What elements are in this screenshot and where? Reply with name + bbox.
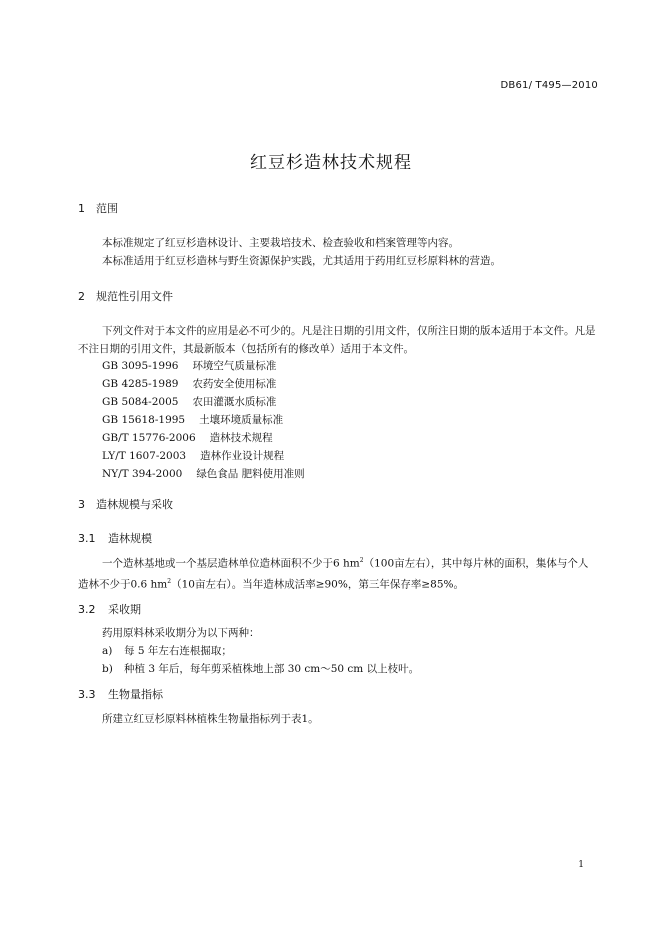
section-2-heading (78, 288, 173, 304)
section-title: 生物量指标 (108, 688, 163, 701)
list-item (102, 642, 232, 660)
superscript: 2 (167, 577, 172, 585)
reference-title: 农田灌溉水质标准 (192, 396, 277, 408)
paragraph: 本标准规定了红豆杉造林设计、主要栽培技术、检查验收和档案管理等内容。 (102, 237, 459, 249)
paragraph: 下列文件对于本文件的应用是必不可少的。凡是注日期的引用文件，仅所注日期的版本适用于本文件。凡是不注日期的引用文件，其最新版本（包括所有的修改单）适用于本文件。 (78, 325, 596, 355)
text-run: （100亩左右），其中每片林的面积，集体与个人造林不少于0.6 hm (78, 557, 589, 590)
section-number: 3.2 (78, 603, 96, 616)
reference-code: LY/T 1607-2003 (102, 450, 187, 462)
reference-title: 绿色食品 肥料使用准则 (196, 468, 305, 480)
list-item-text: 每 5 年左右连根掘取； (124, 645, 232, 657)
reference-item (102, 430, 273, 445)
document-code: DB61/ T495—2010 (500, 80, 598, 91)
reference-title: 环境空气质量标准 (192, 360, 277, 372)
section-title: 造林规模 (108, 532, 152, 545)
section-title: 造林规模与采收 (96, 498, 173, 511)
paragraph: 所建立红豆杉原料林植株生物量指标列于表1。 (102, 713, 319, 725)
reference-item (102, 394, 276, 409)
list-item (102, 660, 419, 678)
reference-title: 土壤环境质量标准 (199, 414, 284, 426)
reference-code: NY/T 394-2000 (102, 468, 183, 480)
section-number: 2 (78, 290, 85, 303)
reference-item (102, 358, 276, 373)
reference-title: 造林作业设计规程 (200, 450, 285, 462)
list-marker: b) (102, 663, 113, 675)
text-run: 一个造林基地或一个基层造林单位造林面积不少于6 hm (102, 557, 360, 570)
list-marker: a) (102, 645, 113, 657)
subsection-3-2-heading (78, 601, 141, 617)
section-title: 范围 (96, 202, 118, 215)
subsection-3-1-heading (78, 530, 152, 546)
reference-title: 农药安全使用标准 (192, 378, 277, 390)
reference-title: 造林技术规程 (209, 432, 273, 444)
section-number: 3.1 (78, 532, 96, 545)
reference-item (102, 412, 283, 427)
text-run: （10亩左右）。当年造林成活率≥90%，第三年保存率≥85%。 (171, 578, 464, 590)
section-1-heading (78, 200, 118, 216)
paragraph: 药用原料林采收期分为以下两种： (102, 627, 260, 639)
reference-item (102, 466, 305, 481)
page-number: 1 (578, 860, 584, 870)
reference-code: GB 4285-1989 (102, 378, 179, 390)
section-number: 3 (78, 498, 85, 511)
reference-code: GB/T 15776-2006 (102, 432, 196, 444)
section-number: 3.3 (78, 688, 96, 701)
reference-code: GB 3095-1996 (102, 360, 179, 372)
reference-item (102, 448, 284, 463)
paragraph (78, 552, 598, 593)
superscript: 2 (359, 557, 364, 564)
paragraph: 本标准适用于红豆杉造林与野生资源保护实践，尤其适用于药用红豆杉原料林的营造。 (102, 255, 501, 267)
section-title: 采收期 (108, 603, 141, 616)
section-3-heading (78, 496, 173, 512)
reference-code: GB 5084-2005 (102, 396, 179, 408)
reference-code: GB 15618-1995 (102, 414, 186, 426)
section-title: 规范性引用文件 (96, 290, 173, 303)
document-title: 红豆杉造林技术规程 (250, 153, 412, 173)
section-number: 1 (78, 202, 85, 215)
subsection-3-3-heading (78, 686, 163, 702)
reference-item (102, 376, 276, 391)
list-item-text: 种植 3 年后，每年剪采植株地上部 30 cm～50 cm 以上枝叶。 (124, 663, 420, 675)
